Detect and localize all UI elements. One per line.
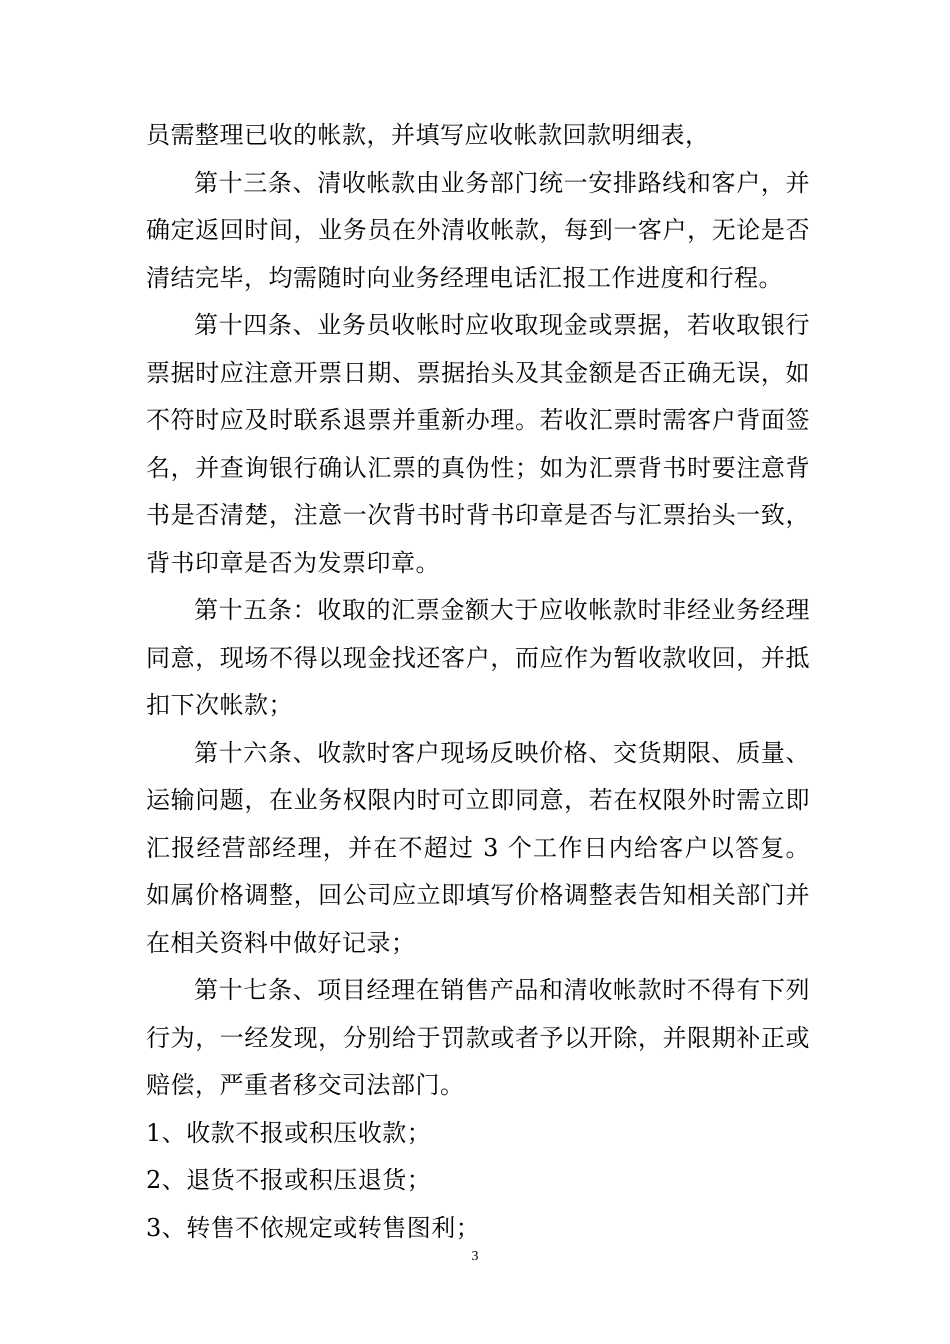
article-13-paragraph: 第十三条、清收帐款由业务部门统一安排路线和客户，并确定返回时间，业务员在外清收帐款，每到一客户，无论是否清结完毕，均需随时向业务经理电话汇报工作进度和行程。 xyxy=(146,168,810,292)
article-17-paragraph: 第十七条、项目经理在销售产品和清收帐款时不得有下列行为，一经发现，分别给于罚款或者予以开除，并限期补正或赔偿，严重者移交司法部门。 xyxy=(146,976,810,1099)
article-14-paragraph: 第十四条、业务员收帐时应收取现金或票据，若收取银行票据时应注意开票日期、票据抬头及其金额是否正确无误，如不符时应及时联系退票并重新办理。若收汇票时需客户背面签名，并查询银行确认汇票的真伪性；如为汇票背书时要注意背书是否清楚，注意一次背书时背书印章是否与汇票抬头一致，背书印章是否为发票印章。 xyxy=(146,311,810,577)
article-15-paragraph: 第十五条：收取的汇票金额大于应收帐款时非经业务经理同意，现场不得以现金找还客户，而应作为暂收款收回，并抵扣下次帐款； xyxy=(146,596,810,719)
list-item-3: 3、转售不依规定或转售图利； xyxy=(146,1213,481,1242)
list-item-1: 1、收款不报或积压收款； xyxy=(146,1118,432,1147)
body-text xyxy=(146,112,810,1252)
paragraph-continuation: 员需整理已收的帐款，并填写应收帐款回款明细表， xyxy=(146,121,710,149)
article-16-paragraph: 第十六条、收款时客户现场反映价格、交货期限、质量、运输问题，在业务权限内时可立即同意，若在权限外时需立即汇报经营部经理，并在不超过 3 个工作日内给客户以答复。如属价格调整，回公司应立即填写价格调整表告知相关部门并在相关资料中做好记录； xyxy=(146,738,810,957)
list-item-2: 2、退货不报或积压退货； xyxy=(146,1166,432,1194)
page-number: 3 xyxy=(471,1249,479,1264)
